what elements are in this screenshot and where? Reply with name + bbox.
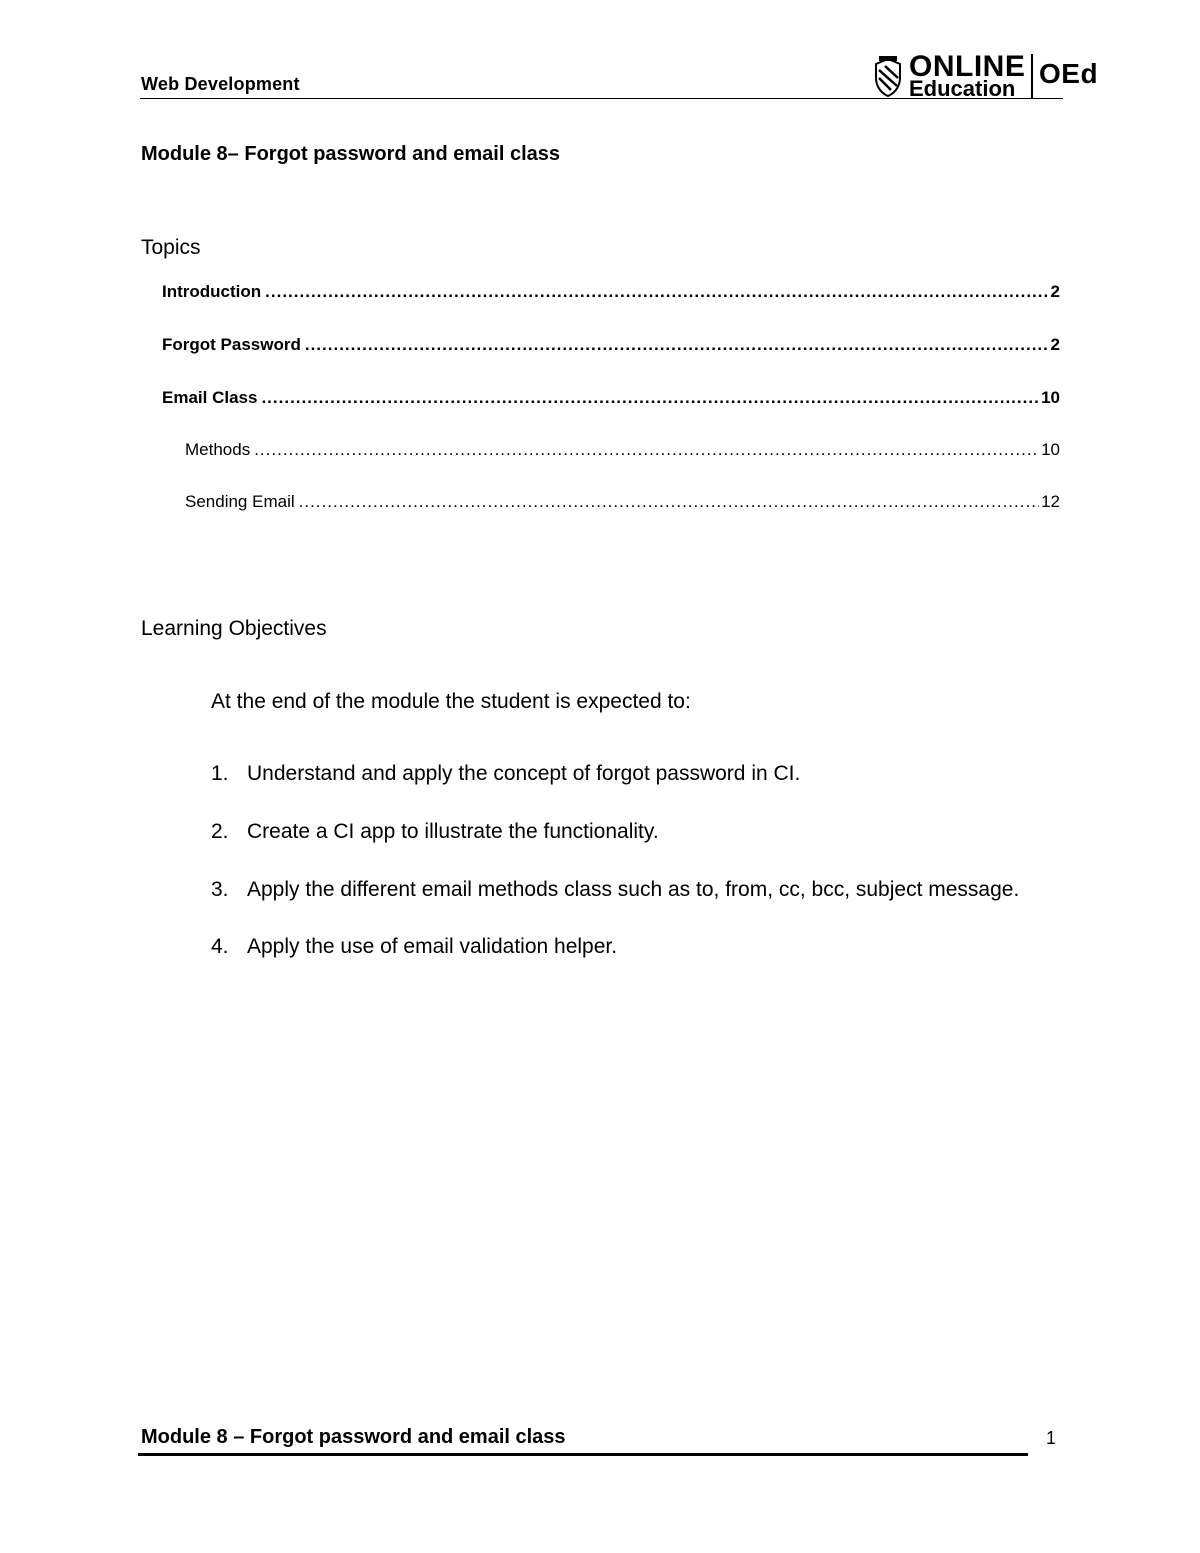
logo-abbr: OEd bbox=[1039, 58, 1099, 89]
objective-item bbox=[211, 878, 1019, 902]
logo-line1: ONLINE bbox=[909, 50, 1026, 83]
toc-entry-sending-email[interactable] bbox=[185, 492, 1060, 512]
objectives-heading: Learning Objectives bbox=[141, 617, 327, 640]
objective-number: 4. bbox=[211, 935, 229, 958]
toc-label: Introduction bbox=[162, 282, 262, 301]
toc-page: 2 bbox=[1050, 282, 1060, 301]
page-number: 1 bbox=[1046, 1428, 1057, 1448]
toc-entry-methods[interactable] bbox=[185, 440, 1060, 460]
crest-icon bbox=[873, 56, 903, 98]
toc-leader bbox=[261, 388, 1039, 408]
logo-line2: Education bbox=[909, 76, 1016, 101]
footer-divider bbox=[138, 1453, 1028, 1456]
header-title: Web Development bbox=[141, 74, 300, 94]
toc-leader bbox=[299, 492, 1039, 512]
objective-text: Apply the different email methods class such as to, from, cc, bcc, subject message. bbox=[247, 878, 1020, 901]
toc-label: Sending Email bbox=[185, 492, 295, 511]
objective-item bbox=[211, 935, 617, 959]
objectives-intro: At the end of the module the student is expected to: bbox=[211, 690, 691, 713]
objective-item bbox=[211, 820, 659, 844]
online-education-logo bbox=[873, 52, 1103, 104]
toc-label: Forgot Password bbox=[162, 335, 301, 354]
module-title: Module 8– Forgot password and email class bbox=[141, 143, 560, 165]
objective-number: 1. bbox=[211, 762, 229, 785]
toc-page: 2 bbox=[1050, 335, 1060, 354]
objective-number: 3. bbox=[211, 878, 229, 901]
toc-leader bbox=[305, 335, 1049, 355]
toc-page: 10 bbox=[1041, 388, 1060, 407]
toc-entry-forgot-password[interactable] bbox=[162, 335, 1060, 355]
objective-number: 2. bbox=[211, 820, 229, 843]
toc-label: Email Class bbox=[162, 388, 258, 407]
toc-leader bbox=[254, 440, 1039, 460]
objective-text: Apply the use of email validation helper. bbox=[247, 935, 618, 958]
toc-label: Methods bbox=[185, 440, 251, 459]
toc-entry-introduction[interactable] bbox=[162, 282, 1060, 302]
toc-page: 10 bbox=[1041, 440, 1060, 459]
toc-entry-email-class[interactable] bbox=[162, 388, 1060, 408]
topics-heading: Topics bbox=[141, 236, 201, 259]
footer-title: Module 8 – Forgot password and email class bbox=[141, 1426, 566, 1448]
objective-item bbox=[211, 762, 800, 786]
toc-leader bbox=[265, 282, 1048, 302]
objective-text: Understand and apply the concept of forgot password in CI. bbox=[247, 762, 801, 785]
logo-divider bbox=[1031, 54, 1033, 98]
objective-text: Create a CI app to illustrate the functionality. bbox=[247, 820, 659, 843]
toc-page: 12 bbox=[1041, 492, 1060, 511]
